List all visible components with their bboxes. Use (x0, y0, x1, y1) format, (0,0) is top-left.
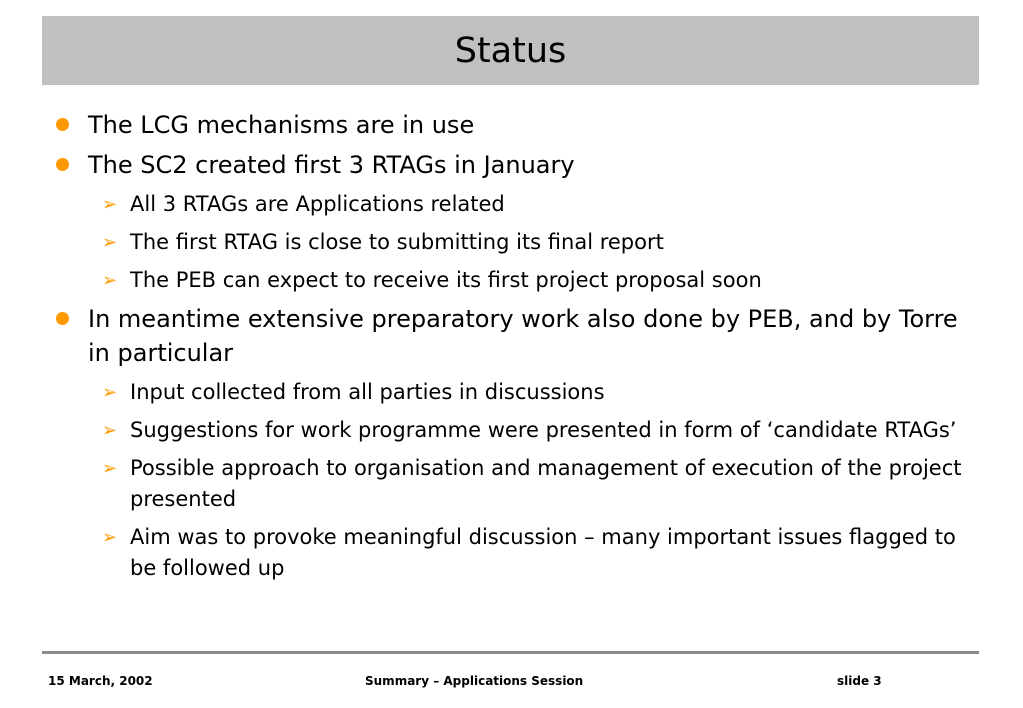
footer-divider (42, 651, 979, 654)
bullet-text: The SC2 created first 3 RTAGs in January (88, 151, 575, 179)
sub-bullet-text: Input collected from all parties in discussions (130, 380, 605, 404)
sub-bullet-text: The PEB can expect to receive its first project proposal soon (130, 268, 762, 292)
bullet-3 (50, 302, 970, 370)
sub-bullet (50, 265, 970, 296)
arrow-right-icon: ➢ (102, 232, 118, 253)
bullet-text: In meantime extensive preparatory work also done by PEB, and by Torre in particular (88, 305, 958, 367)
slide-body (50, 108, 970, 584)
sub-bullet (50, 522, 970, 584)
bullet-2 (50, 148, 970, 182)
arrow-right-icon: ➢ (102, 194, 118, 215)
arrow-right-icon: ➢ (102, 420, 118, 441)
bullet-dot-icon (56, 158, 69, 171)
sub-bullet (50, 377, 970, 408)
arrow-right-icon: ➢ (102, 270, 118, 291)
arrow-right-icon: ➢ (102, 458, 118, 479)
sub-bullet-text: Possible approach to organisation and management of execution of the project presented (130, 456, 962, 511)
arrow-right-icon: ➢ (102, 527, 118, 548)
title-bar (42, 16, 979, 85)
sub-bullet (50, 453, 970, 515)
bullet-dot-icon (56, 312, 69, 325)
sub-bullet (50, 189, 970, 220)
footer-slide-number: slide 3 (837, 674, 882, 688)
bullet-1 (50, 108, 970, 142)
bullet-dot-icon (56, 118, 69, 131)
sub-bullet-text: Aim was to provoke meaningful discussion – many important issues flagged to be followed up (130, 525, 956, 580)
sub-bullet (50, 415, 970, 446)
footer-title: Summary – Applications Session (365, 674, 584, 688)
sub-bullet-text: Suggestions for work programme were presented in form of ‘candidate RTAGs’ (130, 418, 957, 442)
arrow-right-icon: ➢ (102, 382, 118, 403)
sub-bullet-text: All 3 RTAGs are Applications related (130, 192, 505, 216)
sub-bullet-text: The first RTAG is close to submitting its final report (130, 230, 664, 254)
bullet-text: The LCG mechanisms are in use (88, 111, 475, 139)
sub-bullet (50, 227, 970, 258)
footer-date: 15 March, 2002 (48, 674, 153, 688)
slide-title: Status (454, 31, 567, 71)
